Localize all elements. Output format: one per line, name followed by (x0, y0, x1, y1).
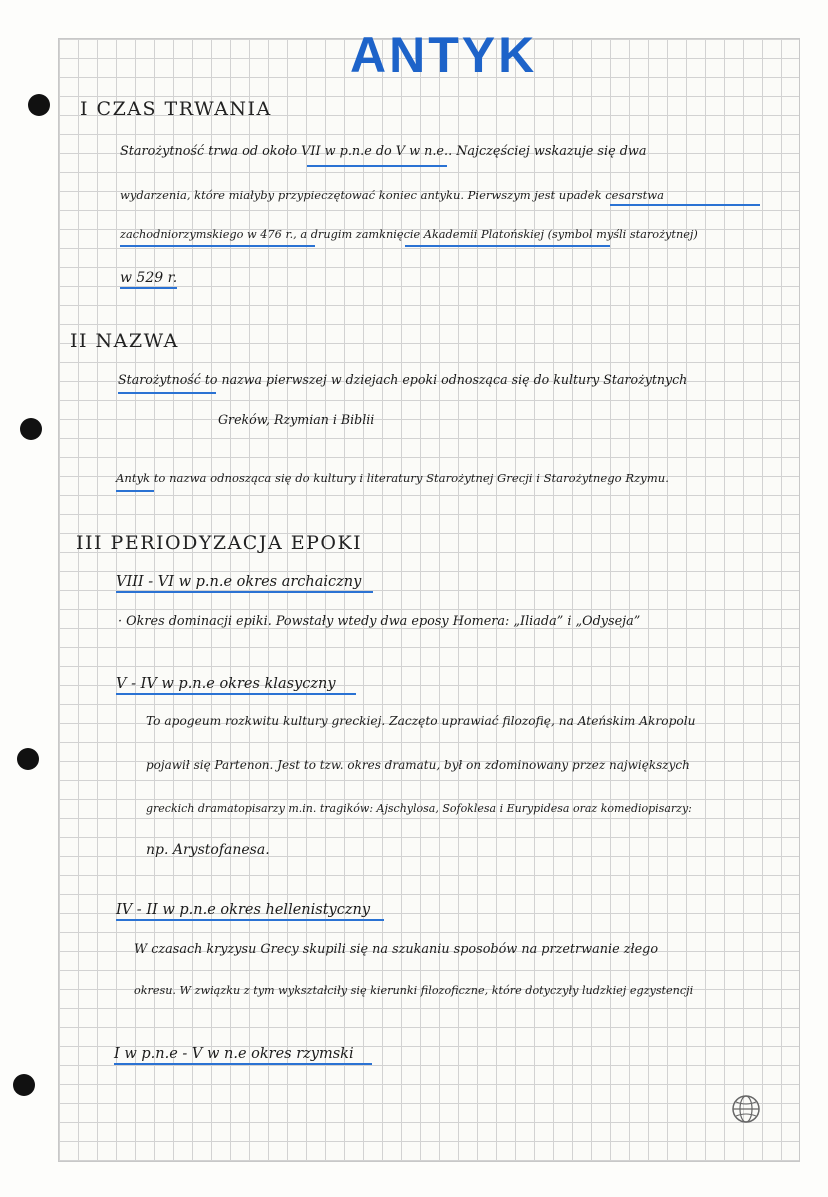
underline (118, 392, 216, 394)
binder-hole (13, 1074, 35, 1096)
underline (405, 245, 610, 247)
text-line: Antyk to nazwa odnosząca się do kultury i literatury Starożytnej Grecji i Starożytnego Rzymu. (116, 471, 669, 485)
binder-hole (20, 418, 42, 440)
text-line: np. Arystofanesa. (146, 842, 270, 858)
period-label-archaic: VIII - VI w p.n.e okres archaiczny (116, 574, 373, 593)
text-line: Starożytność trwa od około VII w p.n.e do V w n.e.. Najczęściej wskazuje się dwa (120, 144, 647, 159)
text-line: greckich dramatopisarzy m.in. tragików: Ajschylosa, Sofoklesa i Eurypidesa oraz komediopisarzy: (146, 802, 692, 815)
section-heading-periodyzacja: III PERIODYZACJA EPOKI (76, 532, 363, 554)
text-line: zachodniorzymskiego w 476 r., a drugim zamknięcie Akademii Platońskiej (symbol myśli starożytnej) (120, 228, 698, 241)
text-line: w 529 r. (120, 270, 177, 289)
section-heading-nazwa: II NAZWA (70, 330, 179, 352)
binder-hole (28, 94, 50, 116)
underline (610, 204, 760, 206)
section-heading-czas-trwania: I CZAS TRWANIA (80, 98, 272, 120)
text-line: Starożytność to nazwa pierwszej w dziejach epoki odnosząca się do kultury Starożytnych (118, 372, 688, 387)
text-line: pojawił się Partenon. Jest to tzw. okres dramatu, był on zdominowany przez największych (146, 758, 690, 772)
underline (307, 165, 447, 167)
period-label-classical: V - IV w p.n.e okres klasyczny (116, 676, 356, 695)
globe-watermark-icon (730, 1093, 762, 1125)
text-line: · Okres dominacji epiki. Powstały wtedy dwa eposy Homera: „Iliada” i „Odyseja” (118, 614, 641, 629)
text-line: okresu. W związku z tym wykształciły się kierunki filozoficzne, które dotyczyły ludzkiej egzystencji (134, 984, 694, 997)
binder-hole (17, 748, 39, 770)
text-line: wydarzenia, które miałyby przypieczętować koniec antyku. Pierwszym jest upadek cesarstwa (120, 188, 664, 202)
underline (116, 490, 154, 492)
period-label-roman: I w p.n.e - V w n.e okres rzymski (114, 1046, 372, 1065)
underline (120, 245, 315, 247)
page-title: ANTYK (350, 27, 538, 83)
text-line: W czasach kryzysu Grecy skupili się na szukaniu sposobów na przetrwanie złego (134, 942, 659, 957)
period-label-hellenistic: IV - II w p.n.e okres hellenistyczny (116, 902, 384, 921)
text-line: Greków, Rzymian i Biblii (218, 412, 375, 427)
text-line: To apogeum rozkwitu kultury greckiej. Zaczęto uprawiać filozofię, na Ateńskim Akropolu (146, 714, 696, 728)
